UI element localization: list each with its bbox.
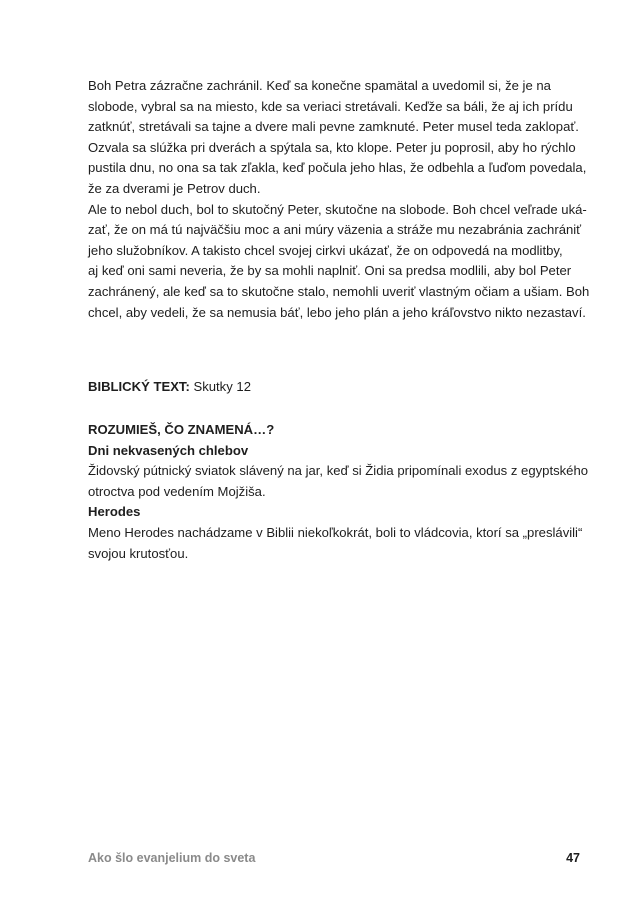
story-line: chcel, aby vedeli, že sa nemusia báť, lebo jeho plán a jeho kráľovstvo nikto nezastaví. [88, 304, 586, 320]
glossary-term-definition: svojou krutosťou. [88, 545, 189, 561]
bible-text-label: BIBLICKÝ TEXT: [88, 379, 190, 394]
story-line: Ozvala sa slúžka pri dverách a spýtala sa, kto klope. Peter ju poprosil, aby ho rýchlo [88, 139, 576, 155]
glossary-term-definition: Meno Herodes nachádzame v Biblii niekoľkokrát, boli to vládcovia, ktorí sa „preslávili“ [88, 524, 583, 540]
glossary-heading: ROZUMIEŠ, ČO ZNAMENÁ…? [88, 422, 275, 437]
story-line: aj keď oni sami neveria, že by sa mohli naplniť. Oni sa predsa modlili, aby bol Peter [88, 263, 572, 279]
story-line: pustila dnu, no ona sa tak zľakla, keď počula jeho hlas, že odbehla a ľuďom povedala, [88, 160, 587, 176]
glossary-section [88, 420, 589, 564]
story-line: zatknúť, stretávali sa tajne a dvere mali pevne zamknuté. Peter musel teda zaklopať. [88, 119, 579, 135]
bible-reference [88, 377, 578, 398]
story-line: Ale to nebol duch, bol to skutočný Peter, skutočne na slobode. Boh chcel veľrade uká- [88, 201, 587, 217]
story-line: slobode, vybral sa na miesto, kde sa veriaci stretávali. Keďže sa báli, že aj ich prídu [88, 98, 573, 114]
story-line: jeho služobníkov. A takisto chcel svojej cirkvi ukázať, že on odpovedá na modlitby, [88, 242, 563, 258]
story-line: zachránený, ale keď sa to skutočne stalo, nemohli uveriť vlastným očiam a ušiam. Boh [88, 283, 590, 299]
glossary-term-title: Dni nekvasených chlebov [88, 442, 249, 458]
story-paragraph [88, 76, 590, 323]
page-number: 47 [566, 851, 580, 865]
footer-book-title: Ako šlo evanjelium do sveta [88, 851, 256, 865]
bible-text-reference: Skutky 12 [189, 379, 251, 394]
story-line: že za dverami je Petrov duch. [88, 180, 261, 196]
story-line: zať, že on má tú najväčšiu moc a ani múry väzenia a stráže mu nezabránia zachrániť [88, 222, 582, 238]
glossary-term-definition: Židovský pútnický sviatok slávený na jar, keď si Židia pripomínali exodus z egyptského [88, 463, 589, 479]
glossary-term-title: Herodes [88, 504, 141, 520]
glossary-term-definition: otroctva pod vedením Mojžiša. [88, 483, 266, 499]
bible-reference-line [88, 377, 578, 398]
story-line: Boh Petra zázračne zachránil. Keď sa konečne spamätal a uvedomil si, že je na [88, 78, 551, 93]
